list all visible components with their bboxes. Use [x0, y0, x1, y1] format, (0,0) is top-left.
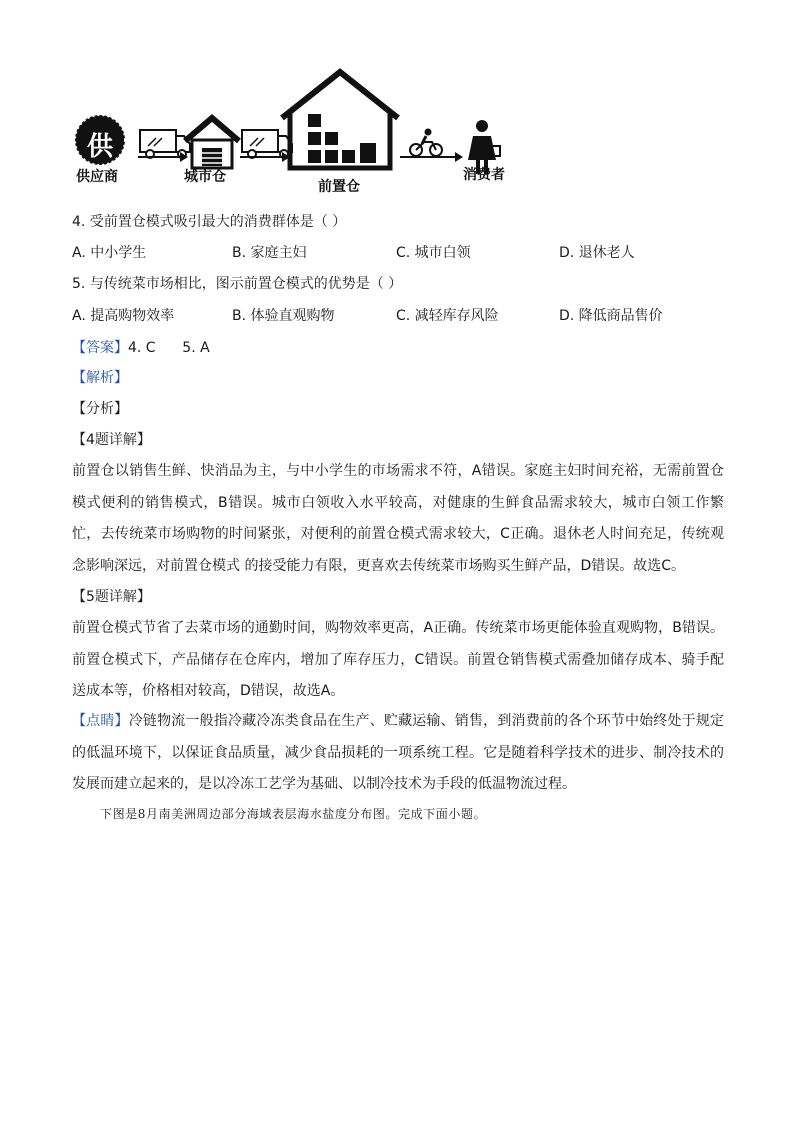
delivery-rider-icon — [410, 129, 442, 157]
city-warehouse-icon — [185, 118, 239, 168]
supply-chain-diagram — [70, 66, 530, 196]
supplier-badge-glyph: 供 — [86, 132, 113, 162]
label-front-warehouse: 前置仓 — [318, 179, 360, 195]
label-supplier: 供应商 — [76, 169, 118, 185]
q4-detail-text: 前置仓以销售生鲜、快消品为主，与中小学生的市场需求不符，A错误。家庭主妇时间充裕，无需前置仓模式便利的销售模式，B错误。城市白领收入水平较高，对健康的生鲜食品需求较大，城市白领工作繁忙，去传统菜市场购物的时间紧张，对便利的前置仓模式需求较大，C正确。退休老人时间充足，传统观念影响深远，对前置仓模式 的接受能力有限，更喜欢去传统菜市场购买生鲜产品，D错误。故选C。 — [72, 463, 724, 574]
q4-detail-tag: 【4题详解】 — [72, 432, 151, 448]
front-warehouse-icon — [282, 72, 398, 168]
label-city-warehouse: 城市仓 — [184, 169, 226, 185]
q5-option-c: C. 减轻库存风险 — [396, 308, 499, 324]
question-5-stem: 5. 与传统菜市场相比，图示前置仓模式的优势是（ ） — [72, 276, 403, 292]
answer-text: 4. C 5. A — [128, 340, 210, 356]
q4-option-d: D. 退休老人 — [559, 245, 635, 261]
q5-detail-tag: 【5题详解】 — [72, 589, 151, 605]
tip-text: 冷链物流一般指冷藏冷冻类食品在生产、贮藏运输、销售，到消费前的各个环节中始终处于规定的低温环境下，以保证食品质量，减少食品损耗的一项系统工程。它是随着科学技术的进步、制冷技术的发展而建立起来的，是以冷冻工艺学为基础、以制冷技术为手段的低温物流过程。 — [72, 713, 725, 792]
label-consumer: 消费者 — [463, 167, 505, 183]
supply-chain-graphic — [70, 66, 530, 196]
fenxi-tag: 【分析】 — [72, 401, 128, 417]
answer-line — [72, 338, 210, 358]
answer-tag: 【答案】 — [72, 340, 128, 356]
q5-option-b: B. 体验直观购物 — [232, 308, 335, 324]
analysis-tag: 【解析】 — [72, 370, 128, 386]
tip-paragraph — [72, 706, 724, 801]
q4-option-b: B. 家庭主妇 — [232, 245, 307, 261]
q5-option-a: A. 提高购物效率 — [72, 308, 175, 324]
q4-option-c: C. 城市白领 — [396, 245, 471, 261]
q5-detail-text: 前置仓模式节省了去菜市场的通勤时间，购物效率更高，A正确。传统菜市场更能体验直观购物，B错误。前置仓模式下，产品储存在仓库内，增加了库存压力，C错误。前置仓销售模式需叠加储存成本、骑手配送成本等，价格相对较高，D错误，故选A。 — [72, 620, 724, 699]
q5-option-d: D. 降低商品售价 — [559, 308, 663, 324]
next-question-intro: 下图是8月南美洲周边部分海域表层海水盐度分布图。完成下面小题。 — [100, 807, 487, 821]
tip-tag: 【点睛】 — [72, 713, 129, 729]
q4-option-a: A. 中小学生 — [72, 245, 147, 261]
question-4-stem: 4. 受前置仓模式吸引最大的消费群体是（ ） — [72, 214, 347, 230]
